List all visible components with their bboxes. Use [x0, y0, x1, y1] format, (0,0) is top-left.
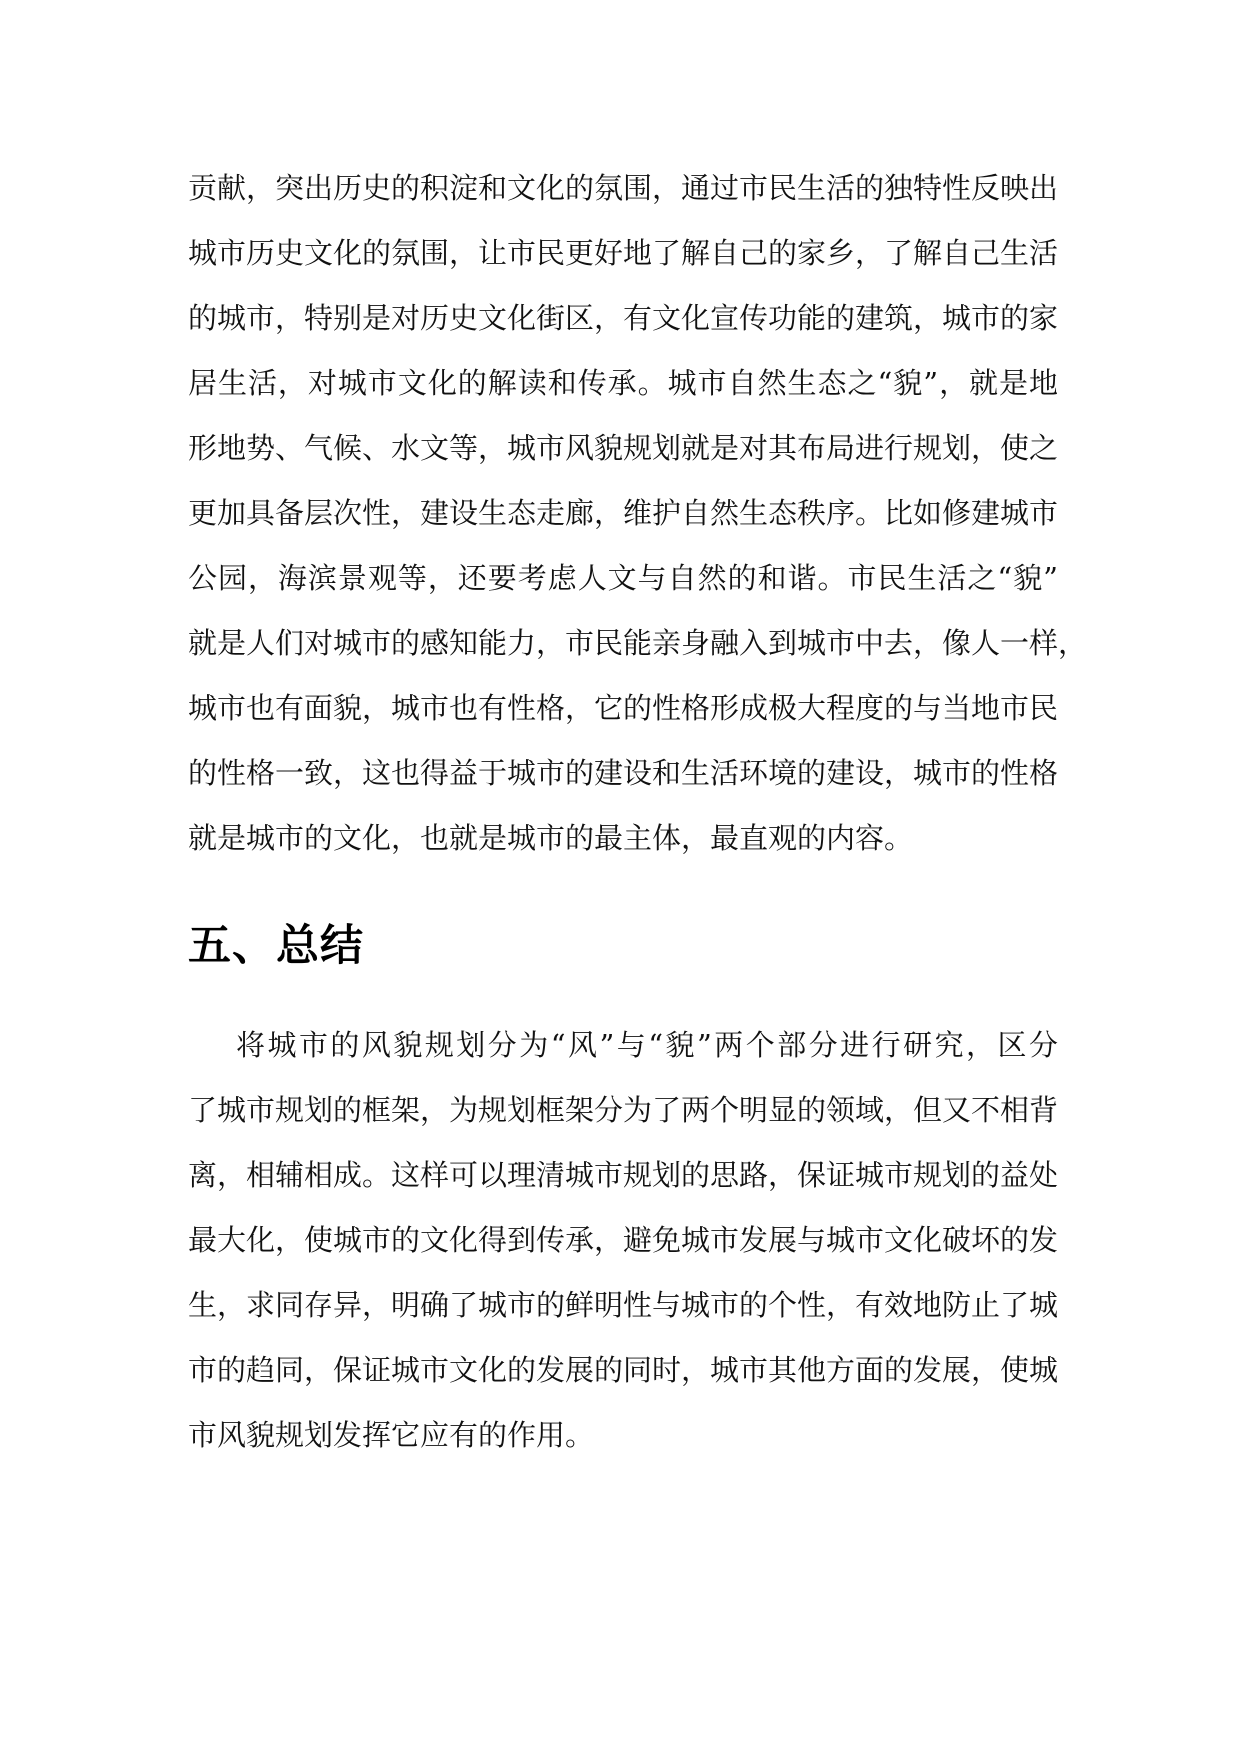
- text-line: 就是城市的文化，也就是城市的最主体，最直观的内容。: [188, 821, 914, 855]
- text-line: 市风貌规划发挥它应有的作用。: [188, 1418, 595, 1452]
- text-line: 城市也有面貌，城市也有性格，它的性格形成极大程度的与当地市民: [188, 691, 1059, 725]
- text-line: 更加具备层次性，建设生态走廊，维护自然生态秩序。比如修建城市: [188, 496, 1059, 530]
- text-line: 了城市规划的框架，为规划框架分为了两个明显的领域，但又不相背: [188, 1093, 1059, 1127]
- text-line: 就是人们对城市的感知能力，市民能亲身融入到城市中去，像人一样，: [188, 626, 1088, 660]
- text-line: 形地势、气候、水文等，城市风貌规划就是对其布局进行规划，使之: [188, 431, 1059, 465]
- text-line: 市的趋同，保证城市文化的发展的同时，城市其他方面的发展，使城: [188, 1353, 1059, 1387]
- text-line: 离，相辅相成。这样可以理清城市规划的思路，保证城市规划的益处: [188, 1158, 1059, 1192]
- text-line: 公园，海滨景观等，还要考虑人文与自然的和谐。市民生活之“貌”: [188, 561, 1058, 595]
- section-heading: 五、总结: [188, 921, 364, 971]
- text-line: 生，求同存异，明确了城市的鲜明性与城市的个性，有效地防止了城: [188, 1288, 1059, 1322]
- text-line: 居生活，对城市文化的解读和传承。城市自然生态之“貌”，就是地: [188, 366, 1058, 400]
- text-line: 城市历史文化的氛围，让市民更好地了解自己的家乡，了解自己生活: [188, 236, 1059, 270]
- text-line: 最大化，使城市的文化得到传承，避免城市发展与城市文化破坏的发: [188, 1223, 1059, 1257]
- text-line: 的城市，特别是对历史文化街区，有文化宣传功能的建筑，城市的家: [188, 301, 1059, 335]
- text-line: 的性格一致，这也得益于城市的建设和生活环境的建设，城市的性格: [188, 756, 1059, 790]
- text-line: 将城市的风貌规划分为“风”与“貌”两个部分进行研究，区分: [236, 1028, 1058, 1062]
- text-line: 贡献，突出历史的积淀和文化的氛围，通过市民生活的独特性反映出: [188, 171, 1059, 205]
